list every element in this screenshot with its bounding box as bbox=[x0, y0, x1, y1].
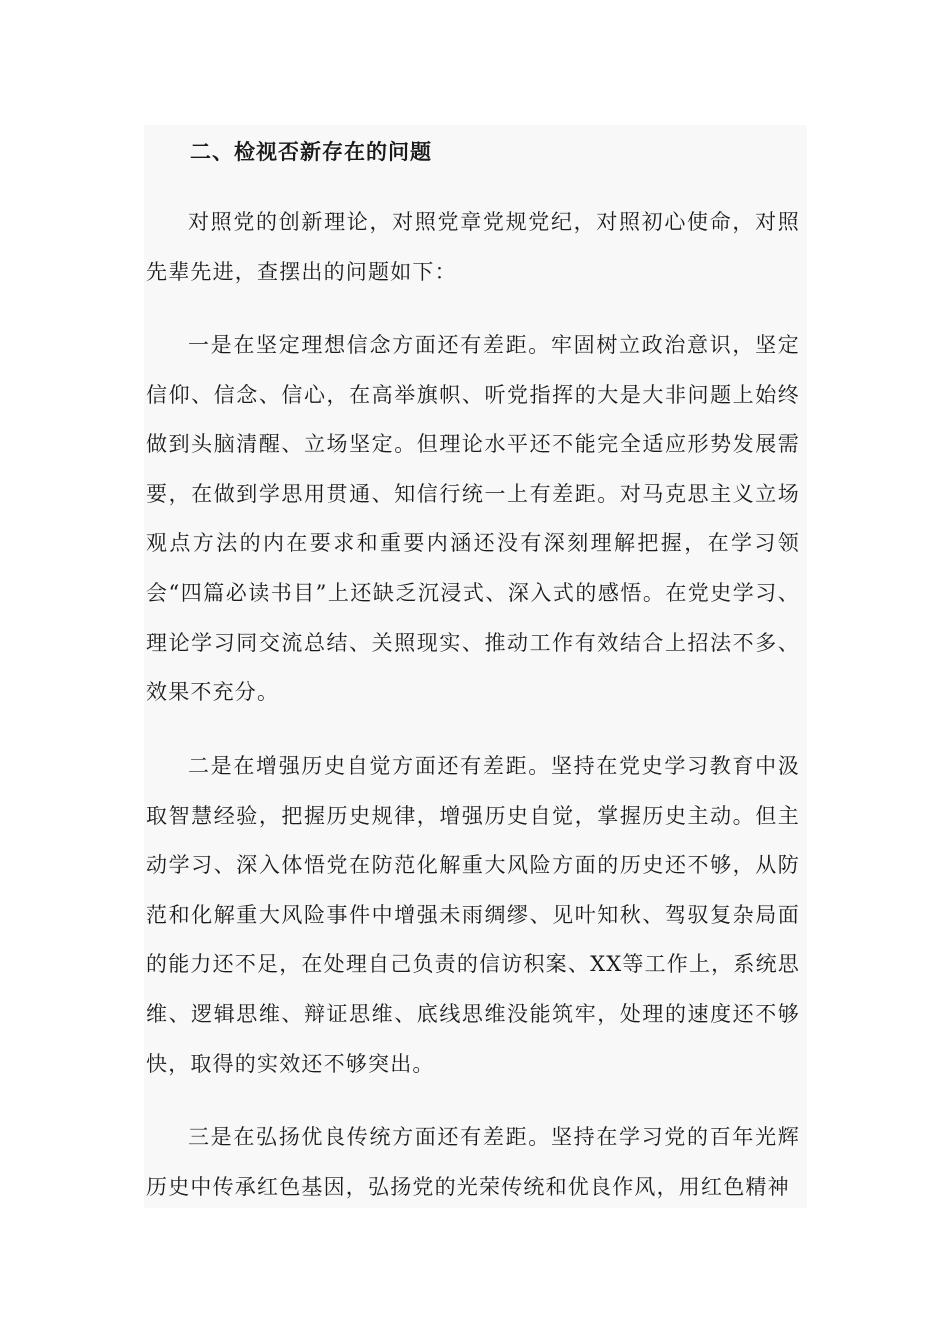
section-heading: 二、检视否新存在的问题 bbox=[190, 139, 432, 164]
document-page bbox=[144, 125, 807, 1208]
paragraph-issue-two: 二是在增强历史自觉方面还有差距。坚持在党史学习教育中汲取智慧经验，把握历史规律，增强历史自觉，掌握历史主动。但主动学习、深入体悟党在防范化解重大风险方面的历史还不够，从防范和化解重大风险事件中增强未雨绸缪、见叶知秋、驾驭复杂局面的能力还不足，在处理自己负责的信访积案、XX等工作上，系统思维、逻辑思维、辩证思维、底线思维没能筑牢，处理的速度还不够快，取得的实效还不够突出。 bbox=[146, 754, 800, 1076]
paragraph-issue-one: 一是在坚定理想信念方面还有差距。牢固树立政治意识，坚定信仰、信念、信心，在高举旗帜、听党指挥的大是大非问题上始终做到头脑清醒、立场坚定。但理论水平还不能完全适应形势发展需要，在做到学思用贯通、知信行统一上有差距。对马克思主义立场观点方法的内在要求和重要内涵还没有深刻理解把握，在学习领会“四篇必读书目”上还缺乏沉浸式、深入式的感悟。在党史学习、理论学习同交流总结、关照现实、推动工作有效结合上招法不多、效果不充分。 bbox=[146, 333, 800, 705]
paragraph-intro: 对照党的创新理论，对照党章党规党纪，对照初心使命，对照先辈先进，查摆出的问题如下： bbox=[146, 210, 800, 284]
paragraph-issue-three: 三是在弘扬优良传统方面还有差距。坚持在学习党的百年光辉历史中传承红色基因，弘扬党的光荣传统和优良作风，用红色精神 bbox=[146, 1125, 800, 1199]
